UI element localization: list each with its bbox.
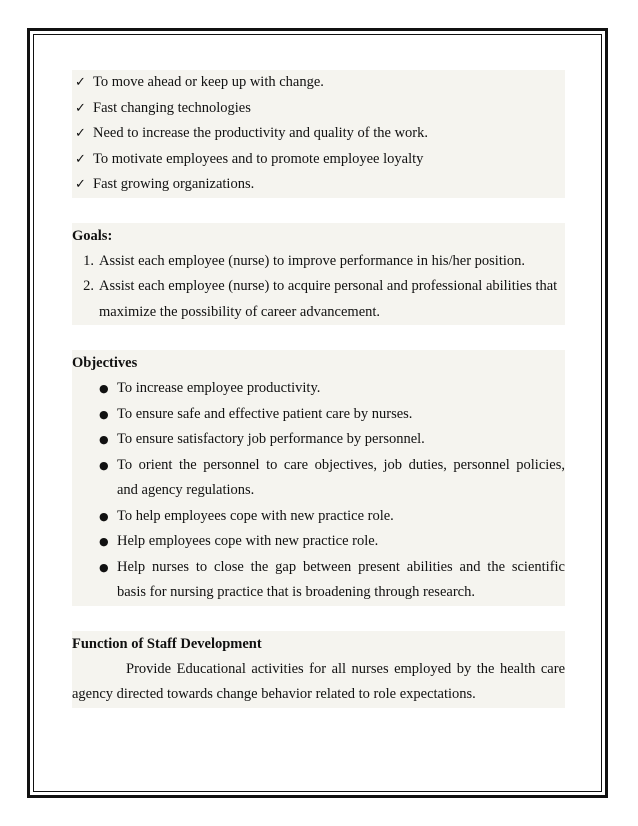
document-body xyxy=(72,70,565,708)
bullet-dot-icon: ● xyxy=(99,458,109,472)
function-heading: Function of Staff Development xyxy=(72,635,262,652)
checkmark-icon: ✓ xyxy=(75,100,86,116)
bullet-dot-icon: ● xyxy=(99,382,109,395)
objective-item: ● Help employees cope with new practice role. xyxy=(72,529,565,555)
objective-item: ● Help nurses to close the gap between present abilities and the scientific xyxy=(72,555,565,581)
objective-item: ● To help employees cope with new practice role. xyxy=(72,504,565,530)
bullet-dot-icon: ● xyxy=(99,407,109,421)
objective-item-continuation: basis for nursing practice that is broadening through research. xyxy=(117,584,475,600)
goal-item-continuation: maximize the possibility of career advancement. xyxy=(99,303,381,320)
objective-item-continuation: and agency regulations. xyxy=(117,482,255,498)
checkmark-icon: ✓ xyxy=(75,75,86,90)
checklist-item: ✓ Fast changing technologies xyxy=(72,96,565,122)
reasons-checklist xyxy=(72,70,565,198)
spacer xyxy=(72,606,565,631)
checkmark-icon: ✓ xyxy=(75,177,86,192)
goals-section xyxy=(72,223,565,326)
checklist-item: ✓ Fast growing organizations. xyxy=(72,172,565,198)
spacer xyxy=(72,198,565,223)
bullet-dot-icon: ● xyxy=(99,535,109,548)
objective-item: ● To ensure safe and effective patient care by nurses. xyxy=(72,402,565,428)
function-paragraph-line: agency directed towards change behavior related to role expectations. xyxy=(72,686,476,702)
bullet-dot-icon: ● xyxy=(99,560,109,574)
objective-item: ● To increase employee productivity. xyxy=(72,376,565,402)
function-section xyxy=(72,631,565,708)
checklist-item: ✓ To motivate employees and to promote employee loyalty xyxy=(72,147,565,173)
bullet-dot-icon: ● xyxy=(99,433,109,446)
goals-heading: Goals: xyxy=(72,227,113,244)
checklist-item: ✓ To move ahead or keep up with change. xyxy=(72,70,565,96)
objectives-section xyxy=(72,350,565,606)
checkmark-icon: ✓ xyxy=(75,126,86,141)
objective-item: ● To orient the personnel to care objectives, job duties, personnel policies, xyxy=(72,453,565,479)
objectives-heading: Objectives xyxy=(72,355,138,371)
goal-item: 1. Assist each employee (nurse) to improve performance in his/her position. xyxy=(83,252,526,269)
spacer xyxy=(72,325,565,350)
checklist-item: ✓ Need to increase the productivity and quality of the work. xyxy=(72,121,565,147)
checkmark-icon: ✓ xyxy=(75,151,86,167)
function-paragraph-line: Provide Educational activities for all nurses employed by the health care xyxy=(126,660,565,677)
objective-item: ● To ensure satisfactory job performance by personnel. xyxy=(72,427,565,453)
bullet-dot-icon: ● xyxy=(99,509,109,523)
goal-item: 2. Assist each employee (nurse) to acquire personal and professional abilities that xyxy=(83,278,558,294)
